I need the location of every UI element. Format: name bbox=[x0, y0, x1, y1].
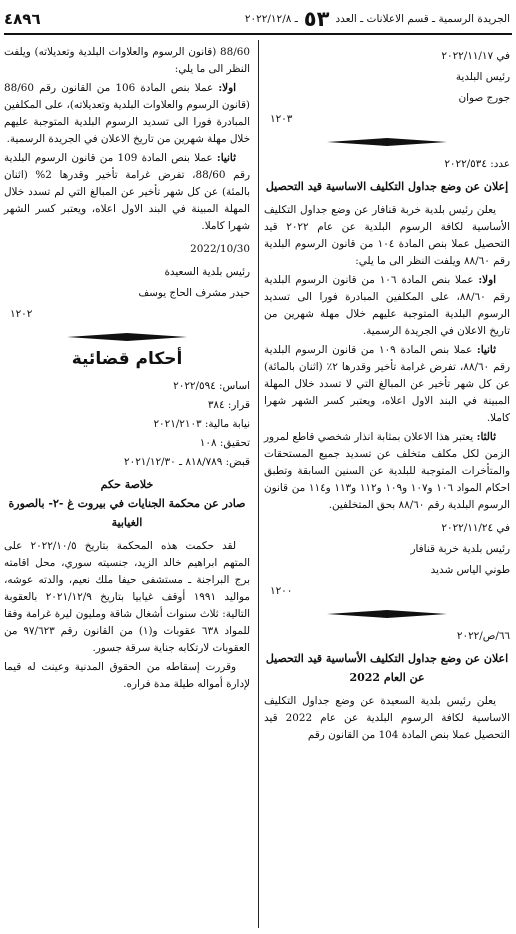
notice-paragraph: يعلن رئيس بلدية خربة قنافار عن وضع جداول التكليف الأساسية لكافة الرسوم البلدية عن عام ٢٠٢٢ قيد التحصيل عملا بنص المادة ١٠٤ من قانون الرسوم البلدية رقم ٨٨/٦٠ ويلفت النظر الى ما يلي: bbox=[264, 204, 510, 267]
notice-paragraph bbox=[264, 342, 510, 427]
clause-label: ثالثا: bbox=[476, 431, 496, 443]
case-prosecution: نيابة مالية: ٢٠٢١/٢١٠٣ bbox=[153, 418, 250, 430]
notice-number: ١٢٠٠ bbox=[270, 585, 293, 597]
clause-text: عملا بنص المادة ١٠٩ من قانون الرسوم البلدية رقم ٨٨/٦٠، تفرض غرامة تأخير وقدرها ٢٪ (اثنان بالمائة) عن كل شهر تأخير عن المبالغ التي لا تسدد خلال المهلة المبينة في البند الاول اعلاه، ويعتبر كسر الشهر شهرا كاملا. bbox=[264, 344, 511, 424]
notice-number: ١٢٠٣ bbox=[270, 113, 293, 125]
ruling-heading: خلاصة حكم bbox=[100, 478, 154, 491]
section-title: أحكام قضائية bbox=[71, 349, 183, 369]
header-date: ـ ٢٠٢٢/١٢/٨ bbox=[244, 13, 298, 25]
case-arrest: قبض: ٨١٨/٧٨٩ ـ ٢٠٢١/١٢/٣٠ bbox=[124, 456, 250, 468]
issue-number: ٥٣ bbox=[303, 7, 330, 31]
ruling-paragraph: لقد حكمت هذه المحكمة بتاريخ ٢٠٢٢/١٠/٥ على المتهم ابراهيم خالد الزيد، جنسيته سوري، محل اقامته برج البراجنة ـ مستشفى حيفا ملك نعيم، والدته عوشه، مواليد ١٩٩١ أوقف غيابيا بتاريخ ٢٠٢١/١٢/٩ بالعقوبة التالية: ثلاث سنوات أشغال شاقة ومليون ليرة غرامة وفقا للمواد ٦٣٨ عقوبات و(١) من القانون رقم ٩٧/٦٢٣ من العقوبات لارتكابه جناية سرقة جسور. bbox=[4, 540, 250, 654]
signatory-role: رئيس البلدية bbox=[455, 71, 510, 83]
notice-date: في ٢٠٢٢/١١/١٧ bbox=[441, 50, 510, 62]
signatory-name: جورج صوان bbox=[458, 92, 510, 104]
clause-label: ثانيا: bbox=[216, 152, 236, 164]
notice-paragraph: يعلن رئيس بلدية السعيدة عن وضع جداول التكليف الاساسية لكافة الرسوم البلدية عن عام 2022 قيد التحصيل عملا بنص المادة 104 من القانون رقم bbox=[264, 695, 510, 741]
clause-label: اولا: bbox=[478, 274, 496, 286]
separator-ornament bbox=[327, 610, 447, 618]
notice-paragraph bbox=[4, 80, 250, 148]
header-title: الجريدة الرسمية ـ قسم الاعلانات ـ العدد bbox=[335, 13, 510, 25]
separator-ornament bbox=[67, 333, 187, 341]
notice-number: ١٢٠٢ bbox=[10, 308, 33, 320]
header-rule bbox=[4, 33, 512, 35]
clause-text: عملا بنص المادة 109 من قانون الرسوم البلدية رقم 88/60، تفرض غرامة تأخير وقدرها 2% (اثنان بالمئة) عن كل شهر تأخير عن المبالغ التي لم تسدد خلال المهلة المبينة في البند الاول اعلاه، ويعتبر كسر الشهر شهرا كاملا. bbox=[4, 152, 251, 232]
notice-paragraph bbox=[264, 429, 510, 514]
header-title-group bbox=[245, 7, 510, 31]
notice-paragraph: 88/60 (قانون الرسوم والعلاوات البلدية وتعديلاته) ويلفت النظر الى ما يلي: bbox=[4, 46, 250, 75]
notice-heading: اعلان عن وضع جداول التكليف الأساسية قيد التحصيل عن العام 2022 bbox=[265, 652, 509, 684]
signatory-role: رئيس بلدية خربة قنافار bbox=[410, 543, 510, 555]
case-decision: قرار: ٣٨٤ bbox=[207, 399, 250, 411]
column-divider bbox=[258, 40, 259, 928]
case-investigation: تحقيق: ١٠٨ bbox=[199, 437, 250, 449]
clause-label: ثانيا: bbox=[476, 344, 496, 356]
notice-paragraph bbox=[4, 150, 250, 235]
notice-heading: إعلان عن وضع جداول التكليف الاساسية قيد التحصيل bbox=[265, 180, 509, 193]
signatory-role: رئيس بلدية السعيدة bbox=[164, 266, 250, 278]
notice-date: 2022/10/30 bbox=[190, 243, 250, 255]
left-column bbox=[4, 44, 250, 695]
notice-reference: ٦٦/ص/٢٠٢٢ bbox=[456, 630, 510, 642]
ruling-subheading: صادر عن محكمة الجنايات في بيروت غ -٢- بالصورة الغيابية bbox=[8, 497, 246, 529]
clause-text: يعتبر هذا الاعلان بمثابة انذار شخصي قاطع لمرور الزمن لكل مكلف متخلف عن تسديد جميع المستحقات والمتأخرات المتوجبة للبلدية عن السنين السابقة وتطبق احكام المواد ١٠٦ و١٠٧ و١٠٩ و١١٢ و١١٣ و١١٤ من قانون الرسوم البلدية رقم ٨٨/٦٠ بحق المتخلفين. bbox=[264, 431, 510, 511]
separator-ornament bbox=[327, 138, 447, 146]
notice-reference: عدد: ٢٠٢٢/٥٣٤ bbox=[444, 158, 510, 170]
right-column bbox=[264, 44, 510, 746]
page-header bbox=[4, 6, 510, 32]
notice-paragraph bbox=[264, 272, 510, 340]
page-number: ٤٨٩٦ bbox=[4, 10, 41, 28]
signatory-name: حيدر مشرف الحاج يوسف bbox=[138, 287, 250, 299]
clause-label: اولا: bbox=[218, 82, 236, 94]
clause-text: عملا بنص المادة 106 من القانون رقم 88/60 (قانون الرسوم والعلاوات البلدية وتعديلاته)، على المكلفين المبادرة فورا الى تسديد الرسوم البلدية المتوجبة عليهم خلال مهلة شهرين من تاريخ الاعلان في الجريدة الرسمية. bbox=[4, 82, 250, 145]
case-basis: اساس: ٢٠٢٢/٥٩٤ bbox=[173, 380, 250, 392]
clause-text: عملا بنص المادة ١٠٦ من قانون الرسوم البلدية رقم ٨٨/٦٠، على المكلفين المبادرة فورا الى تسديد الرسوم البلدية المتوجبة عليهم خلال مهلة شهرين من تاريخ الاعلان في الجريدة الرسمية. bbox=[264, 274, 511, 337]
notice-date: في ٢٠٢٢/١١/٢٤ bbox=[441, 522, 510, 534]
signatory-name: طوني الياس شديد bbox=[430, 564, 510, 576]
ruling-paragraph: وقررت إسقاطه من الحقوق المدنية وعينت له قيما لإدارة أمواله طيلة مدة فراره. bbox=[4, 661, 250, 690]
